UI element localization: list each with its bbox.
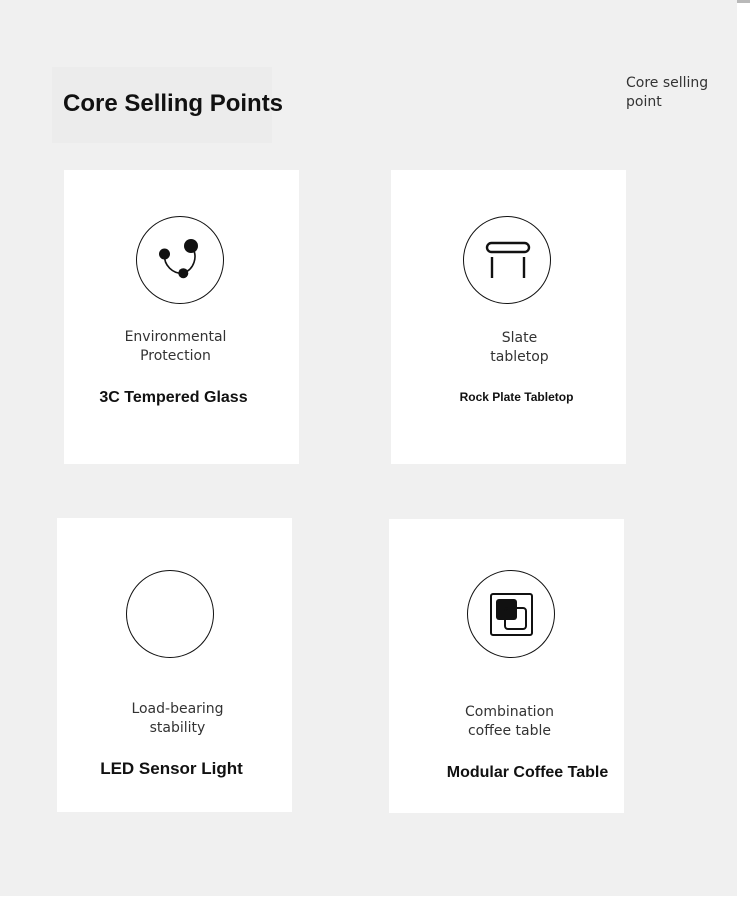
table-icon <box>463 216 551 304</box>
feature-card-modular <box>389 519 624 813</box>
corner-mark <box>737 0 750 3</box>
empty-circle-icon <box>126 570 214 658</box>
feature-en-label: Rock Plate Tabletop <box>459 390 574 404</box>
molecule-icon <box>136 216 224 304</box>
overlapping-squares-icon <box>467 570 555 658</box>
feature-en-label: 3C Tempered Glass <box>99 389 248 406</box>
feature-cn-label: Combination coffee table <box>464 704 555 739</box>
feature-cn-label: Slate tabletop <box>490 330 549 365</box>
side-label: Core selling point <box>626 75 709 110</box>
page-title: Core Selling Points <box>63 90 284 117</box>
feature-cn-label: Environmental Protection <box>124 329 227 364</box>
feature-card-stability <box>57 518 292 812</box>
feature-en-label: LED Sensor Light <box>100 759 243 778</box>
feature-card-tabletop <box>391 170 626 464</box>
feature-cn-label: Load-bearing stability <box>131 701 224 736</box>
feature-card-glass <box>64 170 299 464</box>
feature-en-label: Modular Coffee Table <box>446 764 609 781</box>
